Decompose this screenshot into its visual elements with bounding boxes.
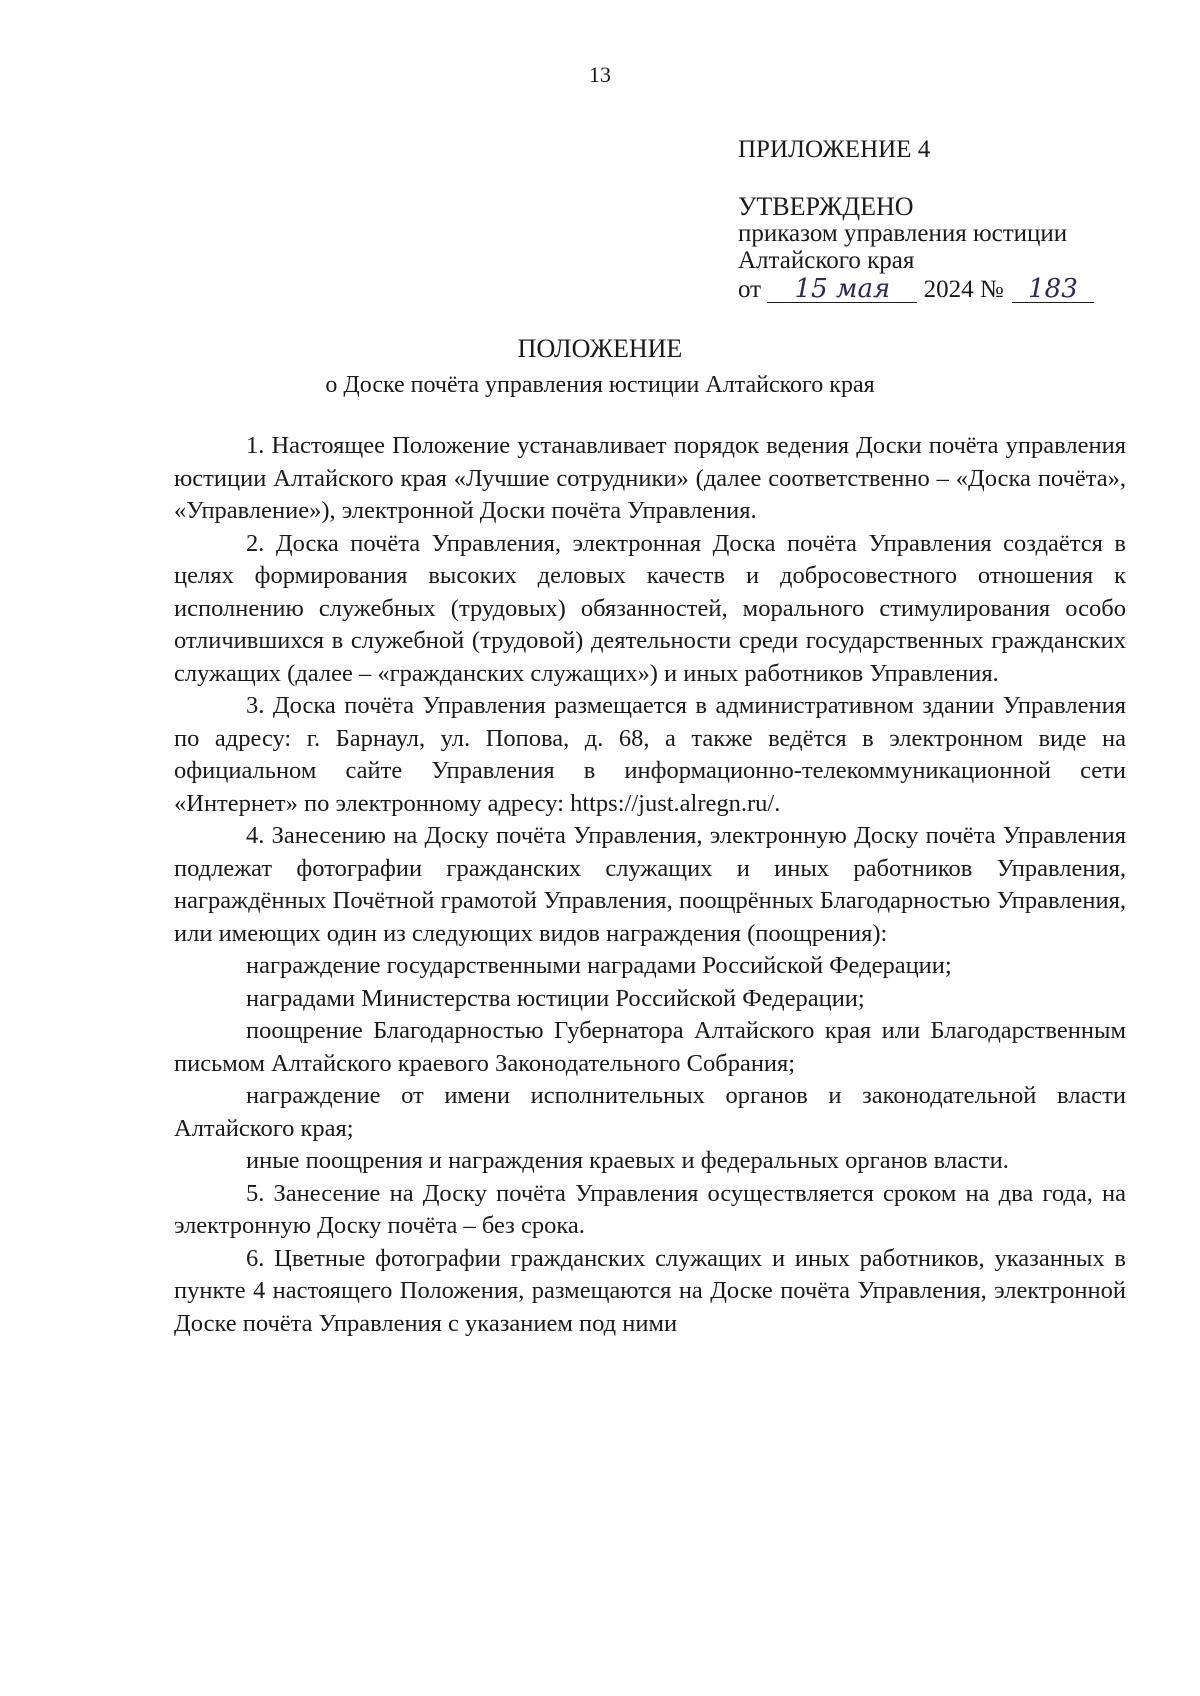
document-subtitle: о Доске почёта управления юстиции Алтайского края <box>325 372 875 398</box>
paragraph: 4. Занесению на Доску почёта Управления, электронную Доску почёта Управления подлежат фотографии гражданских служащих и иных работников Управления, награждённых Почётной грамотой Управления, поощрённых Благодарностью Управления, или имеющих один из следующих видов награждения (поощрения): <box>174 822 1126 947</box>
handwritten-date: 15 мая <box>767 277 917 303</box>
page-number: 13 <box>589 62 611 87</box>
title-block <box>0 334 1200 400</box>
paragraph: 3. Доска почёта Управления размещается в административном здании Управления по адресу: г. Барнаул, ул. Попова, д. 68, а также ведётся в электронном виде на официальном сайте Управления в информационно-телекоммуникационной сети «Интернет» по электронному адресу: https://just.alregn.ru/. <box>174 692 1126 817</box>
list-item: наградами Министерства юстиции Российской Федерации; <box>246 984 865 1012</box>
order-date-line <box>738 276 1158 303</box>
paragraph: 5. Занесение на Доску почёта Управления осуществляется сроком на два года, на электронную Доску почёта – без срока. <box>174 1179 1126 1239</box>
order-line-1: приказом управления юстиции <box>738 220 1068 247</box>
order-year: 2024 № <box>923 276 1004 303</box>
paragraph: 1. Настоящее Положение устанавливает порядок ведения Доски почёта управления юстиции Алтайского края «Лучшие сотрудники» (далее соответственно – «Доска почёта», «Управление»), электронной Доски почёта Управления. <box>174 432 1126 524</box>
paragraph: 6. Цветные фотографии гражданских служащих и иных работников, указанных в пункте 4 настоящего Положения, размещаются на Доске почёта Управления, электронной Доске почёта Управления с указанием под ними <box>174 1244 1126 1337</box>
approved-label: УТВЕРЖДЕНО <box>738 192 914 221</box>
document-title: ПОЛОЖЕНИЕ <box>517 334 683 363</box>
document-body <box>174 430 1126 1340</box>
paragraph: 2. Доска почёта Управления, электронная Доска почёта Управления создаётся в целях формирования высоких деловых качеств и добросовестного отношения к исполнению служебных (трудовых) обязанностей, морального стимулирования особо отличившихся в служебной (трудовой) деятельности среди государственных гражданских служащих (далее – «гражданских служащих») и иных работников Управления. <box>174 529 1126 687</box>
list-item: иные поощрения и награждения краевых и федеральных органов власти. <box>246 1147 1009 1174</box>
approval-block <box>738 136 1158 303</box>
list-item: поощрение Благодарностью Губернатора Алтайского края или Благодарственным письмом Алтайского краевого Законодательного Собрания; <box>174 1017 1126 1077</box>
appendix-label: ПРИЛОЖЕНИЕ 4 <box>738 136 931 163</box>
list-item: награждение государственными наградами Российской Федерации; <box>246 952 952 979</box>
list-item: награждение от имени исполнительных органов и законодательной власти Алтайского края; <box>174 1082 1126 1142</box>
handwritten-number: 183 <box>1012 277 1094 303</box>
date-prefix: от <box>738 276 762 303</box>
order-line-2: Алтайского края <box>738 247 915 274</box>
